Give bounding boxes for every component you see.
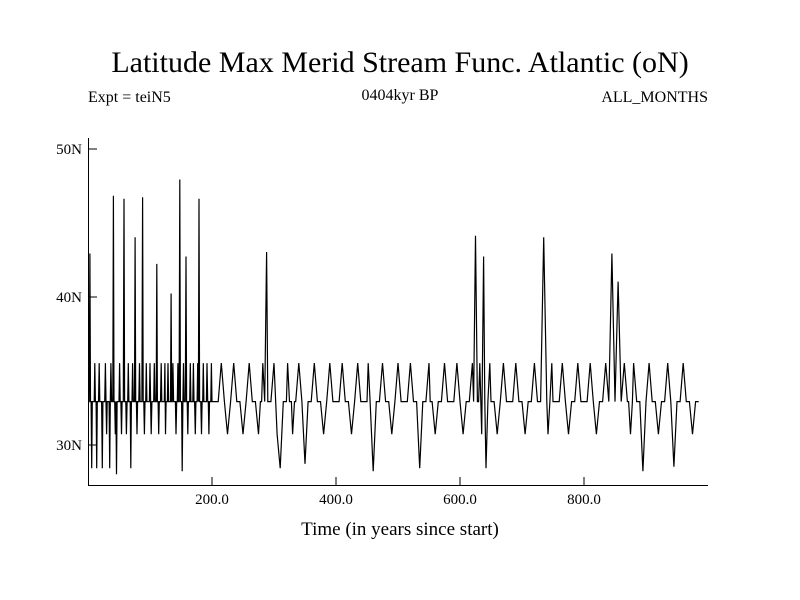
series-line	[88, 180, 699, 475]
plot-area	[88, 138, 708, 486]
x-tick-label-200: 200.0	[195, 492, 229, 508]
x-axis-labels	[88, 492, 708, 514]
y-tick-label-40N: 40N	[56, 290, 82, 306]
period-label: 0404kyr BP	[361, 87, 439, 104]
months-label: ALL_MONTHS	[601, 89, 708, 106]
x-tick-label-800: 800.0	[567, 492, 601, 508]
timeseries-plot	[88, 138, 708, 486]
x-axis-title: Time (in years since start)	[301, 519, 499, 540]
y-tick-label-30N: 30N	[56, 438, 82, 454]
y-axis-labels	[20, 138, 82, 486]
experiment-label: Expt = teiN5	[88, 89, 171, 106]
x-tick-label-600: 600.0	[443, 492, 477, 508]
y-tick-label-50N: 50N	[56, 142, 82, 158]
x-tick-label-400: 400.0	[319, 492, 353, 508]
chart-title: Latitude Max Merid Stream Func. Atlantic (oN)	[111, 46, 689, 79]
